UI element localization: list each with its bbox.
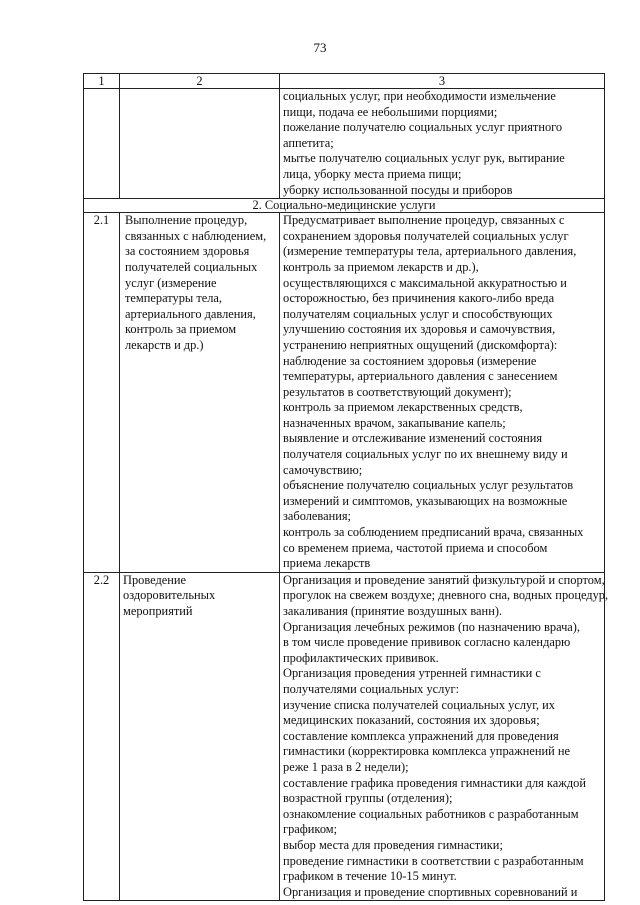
text-line: контроль за соблюдением предписаний врача, связанных [283,525,584,540]
header-col-3: 3 [280,74,605,89]
service-description [280,89,605,199]
text-line: Организация лечебных режимов (по назначению врача), [283,619,581,634]
row-number: 2.1 [84,213,120,573]
text-line: наблюдение за состоянием здоровья (измерение [283,353,537,368]
text-line: Предусматривает выполнение процедур, связанных с [283,213,565,228]
text-line: аппетита; [283,135,334,150]
text-line: сохранением здоровья получателей социальных услуг [283,228,569,243]
text-line: пожелание получателю социальных услуг приятного [283,120,563,135]
service-name [120,572,280,900]
text-line: за состоянием здоровья [125,244,250,259]
text-line: осторожностью, без причинения какого-либо вреда [283,291,555,306]
text-line: пищи, подача ее небольшими порциями; [283,104,498,119]
header-col-2: 2 [120,74,280,89]
text-line: результатов в соответствующий документ); [283,384,512,399]
text-line: получателям социальных услуг и способствующих [283,306,553,321]
text-line: прогулок на свежем воздухе; дневного сна, водных процедур, [283,588,609,603]
service-name [120,89,280,199]
text-line: выбор места для проведения гимнастики; [283,837,503,852]
continuation-row [84,89,605,199]
header-col-1: 1 [84,74,120,89]
row-number: 2.2 [84,572,120,900]
text-line: связанных с наблюдением, [125,228,267,243]
text-line: контроль за приемом лекарств и др.), [283,259,479,274]
text-line: со временем приема, частотой приема и способом [283,540,548,555]
text-line: (измерение температуры тела, артериального давления, [283,244,577,259]
text-line: назначенных врачом, закапывание капель; [283,415,506,430]
table-row [84,572,605,900]
text-line: составление комплекса упражнений для проведения [283,728,559,743]
text-line: получателями социальных услуг: [283,681,460,696]
text-line: закаливания (принятие воздушных ванн). [283,604,503,618]
text-line: проведение гимнастики в соответствии с разработанным [283,853,584,868]
text-line: получателей социальных [125,259,258,274]
text-line: графиком; [283,822,338,837]
text-line: уборку использованной посуды и приборов [283,182,513,197]
text-line: объяснение получателю социальных услуг результатов [283,478,574,493]
text-line: реже 1 раза в 2 недели); [283,759,409,774]
text-line: температуры, артериального давления с занесением [283,369,558,384]
text-line: медицинских показаний, состояния их здоровья; [283,713,540,728]
text-line: Выполнение процедур, [125,213,248,228]
text-line: Организация и проведение спортивных соревнований и [283,884,578,899]
service-description [280,572,609,900]
text-line: получателя социальных услуг по их внешнему виду и [283,447,568,462]
text-line: температуры тела, [125,291,223,306]
text-line: мероприятий [123,604,193,618]
text-line: контроль за приемом [125,322,237,337]
text-line: Организация проведения утренней гимнастики с [283,666,541,681]
text-line: гимнастики (корректировка комплекса упражнений не [283,744,570,759]
text-line: мытье получателю социальных услуг рук, вытирание [283,151,565,166]
text-line: улучшению состояния их здоровья и самочувствия, [283,322,556,337]
text-line: Проведение [123,572,187,587]
text-line: Организация и проведение занятий физкультурой и спортом, [283,572,605,587]
text-line: изучение списка получателей социальных услуг, их [283,697,555,712]
text-line: заболевания; [283,509,352,524]
text-line: контроль за приемом лекарственных средств, [283,400,523,415]
table-row [84,213,605,573]
text-line: графиком в течение 10-15 минут. [283,869,457,884]
text-line: осуществляющихся с максимальной аккуратностью и [283,275,567,290]
text-line: измерений и симптомов, указывающих на возможные [283,493,568,508]
text-line: лекарств и др.) [125,337,204,352]
text-line: оздоровительных [123,588,216,603]
text-line: в том числе проведение прививок согласно календарю [283,635,571,650]
text-line: ознакомление социальных работников с разработанным [283,806,579,821]
text-line: социальных услуг, при необходимости измельчение [283,89,556,103]
text-line: возрастной группы (отделения); [283,791,453,806]
table-header-row [84,74,605,89]
text-line: устранению неприятных ощущений (дискомфорта): [283,337,558,352]
services-table [83,73,609,901]
page-number: 73 [313,40,327,55]
section-row [84,199,605,213]
text-line: лица, уборку места приема пищи; [283,166,462,181]
text-line: выявление и отслеживание изменений состояния [283,431,543,446]
row-number [84,89,120,199]
service-description [280,213,605,573]
text-line: составление графика проведения гимнастики для каждой [283,775,586,790]
service-name [120,213,280,573]
text-line: профилактических прививок. [283,650,439,665]
text-line: приема лекарств [283,556,371,571]
text-line: артериального давления, [125,306,256,321]
section-title: 2. Социально-медицинские услуги [84,199,605,213]
text-line: услуг (измерение [125,275,217,290]
text-line: самочувствию; [283,462,363,477]
